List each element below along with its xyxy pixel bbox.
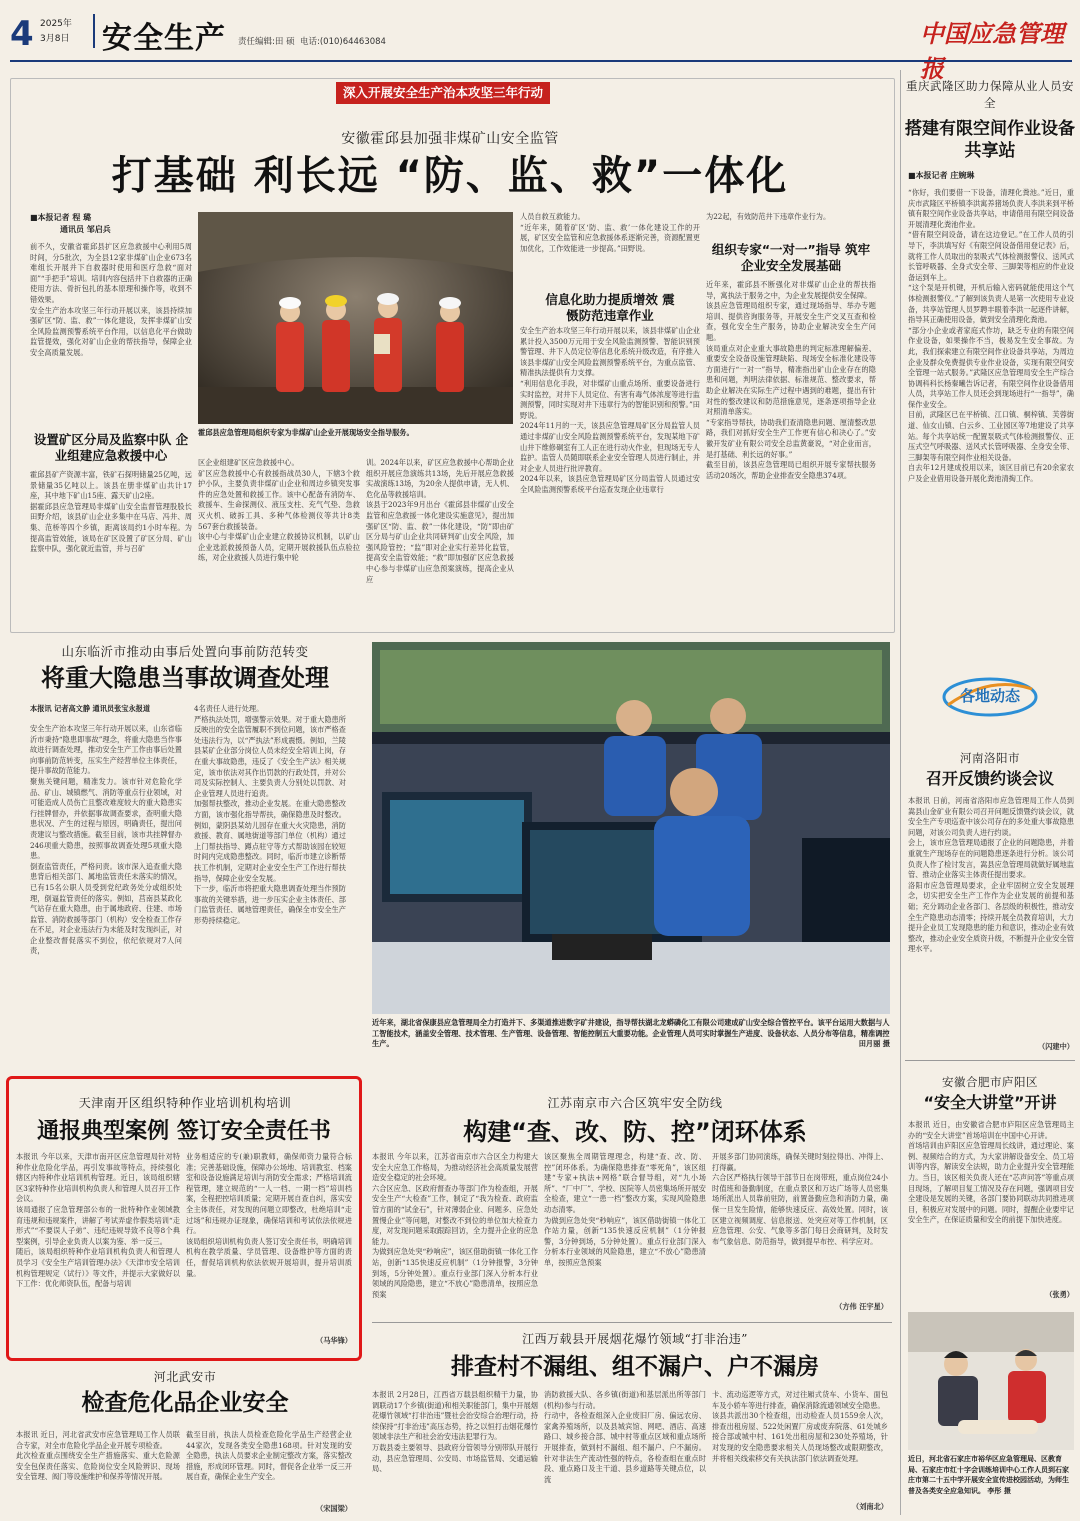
jiangxi-title: 排查村不漏组、组不漏户、户不漏房 (451, 1354, 819, 1380)
lead-photo (198, 212, 513, 424)
header-rule (10, 60, 1072, 62)
right-rule-1 (905, 1060, 1075, 1061)
nanjing-col2: 该区聚焦全周期管理理念，构建“查、改、防、控”闭环体系。为确保隐患排查“零死角”，该区组建“专家+执法+网格”联合督导组，对“九小场所”、“厂中厂”、学校、医院等人员密集场所开展安全检查，建立“一患一档”整改方案，实现风险隐患动态清零。 为做到应急处突“秒响应”，该区借助街镇一体化工作站力量，创新“135快速反应机制”（1分钟报警，3分钟到场，5分钟处置）。重点行业部门深入分析本行业领域的风险隐患，建立“不放心”隐患清单，按照应急预案 (544, 1152, 706, 1267)
jiangxi-kicker: 江西万载县开展烟花爆竹领域“打非治违” (522, 1332, 748, 1346)
lead-col1: 前不久，安徽省霍邱县扩区应急救援中心利用5周时间，分5批次，为全县12家非煤矿山企业673名难组长开展并下自救器时使用和医疗急救“面对面”“手把手”培训。培训内容包括井下自救器的正确使用方法、骨折包扎的基本原理和操作等，收到不错效果。 安全生产治本攻坚三年行动开展以来，该县持续加强矿区“防、监、救”一体化建设，发挥非煤矿山安全风险监测预警系统平台作用，以信息化平台做助监管提效，强化对矿山企业的帮扶指导，保障企业安全高质量发展。 (30, 242, 192, 357)
control-room-illustration (372, 642, 890, 1014)
section-title: 安全生产 (102, 21, 226, 56)
hebei-signature: （宋国梁） (316, 1504, 352, 1513)
lead-subhead-2: 信息化助力提质增效 震慑防范违章作业 (545, 292, 675, 323)
luoyang-signature: （闪建中） (1038, 1042, 1074, 1051)
linyi-title: 将重大隐患当事故调查处理 (41, 664, 329, 692)
hebei-school-photo (908, 1312, 1074, 1450)
chongqing-kicker: 重庆武隆区助力保障从业人员安全 (906, 79, 1074, 110)
jiangxi-col3: 卡、流动巡逻等方式，对过往厢式货车、小货车、面包车及小轿车等进行排查，确保消除流通领域安全隐患。 该县共派出30个检查组，出动检查人员1559余人次，排查出租房屋、522处闲置厂房或废弃院落、61处城乡接合部或城中村、161处出租房屋和230处养殖场，针对发现的安全隐患要求相关人员现场整改或限期整改，并将相关线索移交有关执法部门依法调查处理。 (712, 1390, 888, 1463)
hebei-kicker: 河北武安市 (153, 1370, 217, 1384)
lead-col2: 区企业组建矿区应急救援中心。 矿区应急救援中心有救援指战员30人，下辖3个救护小队，主要负责非煤矿山企业和周边乡镇突发事件的应急处置和救援工作。该中心配备有消防车、救援车、生命探测仪、液压支柱、充气气垫、急救灭火机、破拆工具、多种气体检测仪等共计8类567套台救援装备。 该中心与非煤矿山企业建立救援协议机制，以矿山企业选派救援预备人员，定期开展救援队伍点验拉练，对企业救援人员进行集中轮 (198, 458, 360, 563)
jiangxi-col1: 本报讯 2月28日，江西省万载县组织精干力量，协调联动17个乡镇(街道)和相关职能部门，集中开展烟花爆竹领域“打非治违”暨社会治安综合治理行动，持续保持“打非治违”高压态势，持之以恒打击烟花爆竹领域非法生产和社会治安违法犯罪行为。 万载县委主要领导、县政府分管领导分别带队开展行动，县应急管理局、公安局、市场监管局、交通运输局、 (372, 1390, 538, 1474)
lead-col4: 人员自救互救能力。 “近年来，随着矿区‘防、监、救’一体化建设工作的开展，矿区安全监管和应急救援体系逐渐完善，资源配置更加优化，工作效能进一步提高。”田野说。 (520, 212, 700, 253)
nanjing-col1: 本报讯 今年以来，江苏省南京市六合区全力构建大安全大应急工作格局，为推动经济社会高质量发展营造安全稳定的社会环境。 六合区应急、区政府督查办等部门作为检查组，开展安全生产“大检查”工作，制定了“我为检查、政府监管方面的“试金石”，针对薄弱企业、问题多、应急处置慢企业”等问题，对整改不到位的单位加大检查力度，对发现问题采取跟踪回访，全力提升企业的应急能力。 为做到应急处突“秒响应”，该区借助街镇一体化工作站，创新“135快速反应机制”（1分钟报警，3分钟到场，5分钟处置）。重点行业部门深入分析本行业领域的风险隐患，建立“不放心”隐患清单，按照应急预案 (372, 1152, 538, 1299)
lead-subhead-1: 设置矿区分局及监察中队 企业组建应急救援中心 (33, 432, 189, 463)
local-news-badge (940, 675, 1040, 719)
cpr-training-illustration (908, 1312, 1074, 1450)
control-room-photo (372, 642, 890, 1014)
byline-reporter: 程 璐 (72, 213, 92, 222)
control-room-caption-text: 近年来，湖北省保康县应急管理局全力打造并下、多渠道推进数字矿井建设，指导帮扶湖北龙蟒磷化工有限公司建成矿山安全综合管控平台。该平台运用大数据与人工智能技术，涵盖安全管理、技术管理、生产管理、设备管理、智能控制五大重要功能。企业管理人员可实时掌握生产进度、设备状态、人员分布等信息，精准调控生产。 (372, 1018, 890, 1048)
tianjin-col1: 本报讯 今年以来，天津市南开区应急管理局针对特种作业危险化学品，再引发事故等特点，持续强化辖区内特种作业培训机构管理。近日，该局组织辖区3家特种作业培训机构负责人和管理人员召开工作会议。 该局通报了应急管理部公布的一批特种作业领域教育违规和违规案件，讲解了考试弄虚作假类培训“走形式”“不要误人子弟”、违纪违规导致不良等8个典型案例，引导企业负责人以案为鉴、举一反三。 随后，该局组织特种作业培训机构负责人和管理人员学习《安全生产培训管理办法》《天津市安全培训机构管理规定（试行）》等文件，并提示大家做好以下工作：优化师资队伍，配备与培训 (16, 1152, 180, 1289)
lead-col5: 为22起，有效防范井下违章作业行为。 (706, 212, 831, 221)
tianjin-col2: 业务相适应的专(兼)职教师，确保师资力量符合标准；完善基础设施，保障办公场地、培训教室、档案室和设备设施满足培训与消防安全需求；严格培训流程管理，建立规范的“一人一档、一期一档”培训档案，全程把控培训质量；定期开展自查自纠，落实安全主体责任，对发现的问题立即整改，杜绝培训“走过场”和违规办证现象，确保培训和考试依法依规进行。 该局组织培训机构负责人签订安全责任书，明确培训机构在教学质量、学员管理、设备维护等方面的责任，督促培训机构依法依规开展培训，提升培训质量。 (186, 1152, 352, 1278)
lead-col5b: 近年来，霍邱县不断强化对非煤矿山企业的帮扶指导，寓执法于服务之中，为企业发展提供安全保障。 该县应急管理局组织专家，通过现场指导、举办专题培训、提供咨询服务等，开展安全生产交叉互查和检查，强化安全生产服务，协助企业解决安全生产问题。 该局重点对企业重大事故隐患的判定标准理解偏差、重要安全设备设施管理缺陷、现场安全标准化建设等方面进行“一对一”指导，精准指出矿山企业存在的隐患和问题，判明法律依据、标准规范、整改要求，帮助企业解决在实际生产过程中遇到的难题，提出有针对性的整改建议和防范措施意见，逐条逐项指导企业对照清单落实。 “专家指导帮扶，协助我们查清隐患问题、厘清整改思路，我们对抓好安全生产工作更有信心和决心了。”安徽开发矿业有限公司安全总监黄豪说，“对企业而言，是打基础、利长远的好事。” 截至目前，该县应急管理局已组织开展专家帮扶服务活动20场次，帮助企业排查安全隐患374项。 (706, 280, 876, 480)
lead-photo-caption: 霍邱县应急管理局组织专家为非煤矿山企业开展现场安全指导服务。 (198, 428, 414, 437)
linyi-col1: 安全生产治本攻坚三年行动开展以来，山东省临沂市秉持“隐患即事故”理念，将重大隐患当作事故进行调查处理，推动安全生产工作由事后处置向事前防范转变，压实生产经营单位主体责任，提升事故防范能力。 聚焦关键问题，精准发力。该市针对危险化学品、矿山、城镇燃气、消防等重点行业领域，对可能造成人员伤亡且整改难度较大的重大隐患实行挂牌督办，并依据事故调查要求，查明重大隐患状况、产生的过程与原因，明确责任，提出问责建议与整改措施。截至目前，该市共挂牌督办246项重大隐患，按照事故调查处理5项重大隐患。 倒查监管责任，严格问责。该市深入追查重大隐患背后相关部门、属地监管责任未落实的情况，已有15名公职人员受到党纪政务处分或组织处理，倒逼监管责任的落实。例如，莒南县某政化气站存在重大隐患，由于属地政府、住建、市场监管、消防救援等部门（机构）安全检查工作存在不足，对企业违法行为未能及时发现纠正，对企业整改督促落实不到位，依纪依规对7人问责， (30, 724, 182, 956)
luoyang-kicker: 河南洛阳市 (960, 751, 1020, 765)
hebei-photo-caption: 近日，河北省石家庄市裕华区应急管理局、区教育局、石家庄市红十字会训练培训中心工作人员到石家庄市第二十五中学开展安全宣传进校园活动，为师生普及各类安全应急知识。 李彤 摄 (908, 1454, 1069, 1495)
header-divider-left (93, 14, 95, 48)
hefei-body: 本报讯 近日，由安徽省合肥市庐阳区应急管理局主办的“安全大讲堂”首场培训在中国中心开讲。 首场培训由庐阳区应急管理局长线讲，通过理论、案例、视频结合的方式，为大家讲解设备安全、员工培训等内容，解读安全法规，助力企业提升安全管理能力。当日，该区相关负责人还在“芯声问答”等重点项目现场，了解项目复工情况及存在问题，强调项目安全建设是发展的关键，各部门要协同联动共同推进项目，积极应对发展中的问题。同时，提醒企业要牢记安全生产，在保证质量和安全的前提下加快进度。 (908, 1120, 1074, 1225)
jiangxi-signature: （刘南北） (852, 1502, 888, 1511)
luoyang-body: 本报讯 日前，河南省洛阳市应急管理局工作人员到嵩县山金矿业有限公司召开问题反馈暨约谈会议，就安全生产专项巡查中该公司存在的多处重大事故隐患问题，对该公司负责人进行约谈。 会上，该市应急管理局通报了企业的问题隐患，并着重就生产现场存在的问题隐患逐条进行分析。该公司负责人作了检讨发言，嵩县应急管理局就做好属地监管、推动企业落实主体责任提出要求。 洛阳市应急管理局要求，企业牢固树立安全发展理念，切实把安全生产工作作为企业发展的前提和基础；充分调动企业各部门、各层级的积极性，推动安全生产隐患动态清零；持续开展全员教育培训，大力提升企业员工发现隐患的能力和意识，推动企业有效整改，推动企业安全质资升级，不断提升企业安全管理水平。 (908, 796, 1074, 954)
hebei-title: 检查危化品企业安全 (81, 1390, 289, 1416)
nanjing-kicker: 江苏南京市六合区筑牢安全防线 (547, 1096, 723, 1110)
hebei-col1: 本报讯 近日，河北省武安市应急管理局工作人员联合专家，对全市危险化学品企业开展专项检查。 此次检查重点围绕安全生产措施落实、重大危险源安全包保责任落实、危险岗位安全风险辨识、现场安全管理、阀门等设施维护和保养等情况开展。 (16, 1430, 180, 1482)
lead-byline (30, 212, 190, 236)
byline-correspondent: 通讯员 邹启兵 (60, 225, 111, 234)
tianjin-kicker: 天津南开区组织特种作业培训机构培训 (78, 1096, 292, 1110)
jiangxi-col2: 消防救援大队、各乡镇(街道)和基层派出所等部门(机构)参与行动。 行动中，各检查组深入企业废旧厂房、偏远农房、家禽养殖场所，以及县城宾馆、网吧、酒店、高速路口、城乡接合部、城中村等重点区域和重点场所开展排查，做到村不漏组、组不漏户、户不漏房。针对非法生产流动性强的特点，各检查组在重点时段、重点路口及主干道、县乡道路等关键点位，以流 (544, 1390, 706, 1484)
lead-col1b: 霍邱县矿产资源丰富，铁矿石探明储量25亿吨，远景储量35亿吨以上。该县在册非煤矿山共计17座，其中地下矿山15座、露天矿山2座。 据霍邱县应急管理局非煤矿山安全监督管理股股长田野介绍，该县矿山企业多集中在马店、冯井、周集、范桥等四个乡镇，距离该局约1小时车程。为提高监管效能，该局在矿区设置了矿区分局、矿山监察中队，强化就近监管，并与召矿 (30, 470, 192, 554)
date-year: 2025年 (40, 19, 72, 29)
editor-name: 责任编辑:田 硕 (238, 37, 295, 47)
page-header (0, 0, 1080, 83)
bottom-rule (372, 1322, 892, 1323)
lead-col3: 训。2024年以来，矿区应急救援中心帮助企业组织开展应急演练共13场，先后开展应急救援实战演练13场，为20余人提供申请，无人机、危化品等救援培训。 该县于2023年9月出台《霍邱县非煤矿山安全监管和应急救援一体化建设实施意见》，提出加强矿区“防、监、救”一体化建设，“防”即由矿区分局与矿山企业共同研判矿山安全风险，加强风险管控；“监”即对企业实行差异化监管，提高安全监管效能；“救”即加强矿区应急救援中心参与非煤矿山应急预案演练，提高企业从应 (366, 458, 514, 584)
editor-phone: 电话:(010)64463084 (299, 37, 386, 47)
badge-label: 各地动态 (959, 687, 1020, 705)
tianjin-title: 通报典型案例 签订安全责任书 (37, 1119, 331, 1144)
linyi-kicker: 山东临沂市推动由事后处置向事前防范转变 (61, 644, 309, 659)
chongqing-body: “你好，我们要借一下设备，清理化粪池。”近日，重庆市武隆区平桥镇李洪寓养猪场负责人李洪来到平桥镇有限空间作业设备共享站，申请借用有限空间设备开展清理化粪池作业。 “借有限空间设备，请在这边登记。”在工作人员的引导下，李洪填写好《有限空间设备借用登记表》后，就将工作人员取出的泵吸式气体检测报警仪、送风式长管呼吸器、全身式安全带、三脚架等相应的作业设备运到车上。 “这个泵是开机键，开机后输入密码就能使用这个气体检测报警仪。”了解到该负责人是第一次使用专业设备，共享站管理人员罗聘丰眼着李洪一起逐件讲解，指导其正确使用设备，做到安全清理化粪池。 “部分小企业或者家庭式作坊，缺乏专业的有限空间作业设备，如果操作不当，极易发生安全事故。为此，我们探索建立有限空间作业设备共享站，为周边企业及群众免费提供专业作业设备，实现有限空间安全管理一站式服务。”武隆区应急管理局安全生产综合协调科科长杨秦曦告诉记者，有限空间作业设备借用人员，共享站工作人员还会到现场进行“一指导”，确保作业安全。 目前，武隆区已在平桥镇、江口镇、桐梓镇、芙蓉街道、仙女山镇、白云乡、工业园区等7地建设了共享站。每个共享站统一配置泵吸式气体检测报警仪、正压式空气呼吸器、送风式长管呼吸器、全身安全带、三脚架等有限空间作业相关设备。 自去年12月建成投用以来，该区目前已有20余家农户及企业借用设备开展化粪池清掏工作。 (908, 188, 1074, 484)
lead-kicker: 安徽霍邱县加强非煤矿山安全监管 (341, 131, 559, 147)
control-room-credit: 田月丽 摄 (858, 1039, 890, 1048)
lead-title: 打基础 利长远 “防、监、救”一体化 (111, 153, 789, 199)
lead-col4b: 安全生产治本攻坚三年行动开展以来，该县非煤矿山企业累计投入3500万元用于安全风险监测预警、智能识别预警管理、井下人员定位等信息化系统升级改造，有序推入该县非煤矿山安全风险监测预警系统平台，为重点监管、精准执法提供有力支撑。 “利用信息化手段，对非煤矿山重点场所、重要设备进行实时监控，对井下人员定位、有害有毒气体浓度等进行监测预警，同时实现对井下违章行为的智能识别和预警。”田野说。 2024年11月的一天，该县应急管理局矿区分局监管人员通过非煤矿山安全风险监测预警系统平台，发现某地下矿山井下维修硐室有工人正在进行动火作业，但现场无专人监护。监管人员随即联系企业安全管理人员进行制止，并对企业人员进行批评教育。 2024年以来，该县应急管理局矿区分局监管人员通过安全风险监测预警系统平台巡查发现企业违章行 (520, 326, 700, 494)
theme-banner: 深入开展安全生产治本攻坚三年行动 (336, 82, 550, 104)
chongqing-title: 搭建有限空间作业设备共享站 (905, 119, 1075, 161)
nanjing-signature: （方伟 汪宇星） (835, 1302, 888, 1311)
nanjing-col3: 开展多部门协同演练，确保关键时刻拉得出、冲得上、打得赢。 六合区严格执行领导干部节日在岗带班，重点岗位24小时值班和备勤制度，在重点景区和万达广场等人员密集场所派出人员靠前驻防，前置备勤应急和消防力量，确保一旦发生险情，能够快速反应、高效处置。同时，该区建立视频调度、信息报送、处突应对等工作机制，区应急管理、公安、气象等多部门每日会商研判，及时发布气象信息、防范指导，做到提早布控、科学应对。 (712, 1152, 888, 1246)
linyi-col2: 4名责任人进行处理。 严格执法处罚，增强警示效果。对于重大隐患所反映出的安全监管履职不到位问题，该市严格查处违法行为，以“严执法”形成震慑。例如，兰陵县某矿企业部分岗位人员未经安全培训上岗，存在重大事故隐患，违反了《安全生产法》相关规定，该市依法对其作出罚款的行政处罚，并对公司及实际控制人、主要负责人分别处以罚款、对企业管理人员进行追责。 加强帮扶整改，推动企业发展。在重大隐患整改方面，该市强化指导帮扶，确保隐患及时整改。例如，蒙阴县某幼儿园存在重大火灾隐患，消防救援、教育、属地街道等部门单位（机构）通过上门帮扶指导、蹲点驻守等方式帮助该园在较短时间内完成隐患整改。同时，临沂市建立诊断帮扶工作机制，定期对企业安全生产工作进行帮扶指导，保障企业安全发展。 下一步，临沂市将把重大隐患调查处理当作预防事故的关键举措，进一步压实企业主体责任、部门监管责任、属地管理责任，确保全市安全生产形势持续稳定。 (194, 704, 346, 925)
tianjin-signature: （马华锋） (316, 1336, 352, 1345)
byline-label: ■本报记者 (30, 213, 70, 222)
hefei-signature: （张勇） (1045, 1290, 1074, 1299)
luoyang-title: 召开反馈约谈会议 (925, 769, 1054, 788)
hebei-col2: 截至目前，执法人员检查危险化学品生产经营企业44家次，发现各类安全隐患168项。针对发现的安全隐患，执法人员要求企业制定整改方案，落实整改措施，形成闭环管理。同时，督促各企业举一反三开展自查，确保企业生产安全。 (186, 1430, 352, 1482)
date-day: 3月8日 (40, 34, 70, 44)
nanjing-title: 构建“查、改、防、控”闭环体系 (463, 1118, 807, 1146)
lead-subhead-3: 组织专家“一对一”指导 筑牢企业安全发展基础 (711, 242, 871, 273)
editor-line (238, 35, 386, 47)
mine-tunnel-illustration (198, 212, 513, 424)
chongqing-byline: ■本报记者 庄婉琳 (908, 171, 975, 180)
hefei-kicker: 安徽合肥市庐阳区 (942, 1075, 1038, 1089)
control-room-caption (372, 1018, 890, 1050)
linyi-byline: 本报讯 记者高文静 通讯员张宝永报道 (30, 704, 151, 713)
right-column-divider (900, 70, 901, 1515)
page-number: 4 (10, 14, 34, 54)
masthead: 中国应急管理报 (920, 19, 1064, 83)
hefei-title: “安全大讲堂”开讲 (923, 1093, 1057, 1112)
